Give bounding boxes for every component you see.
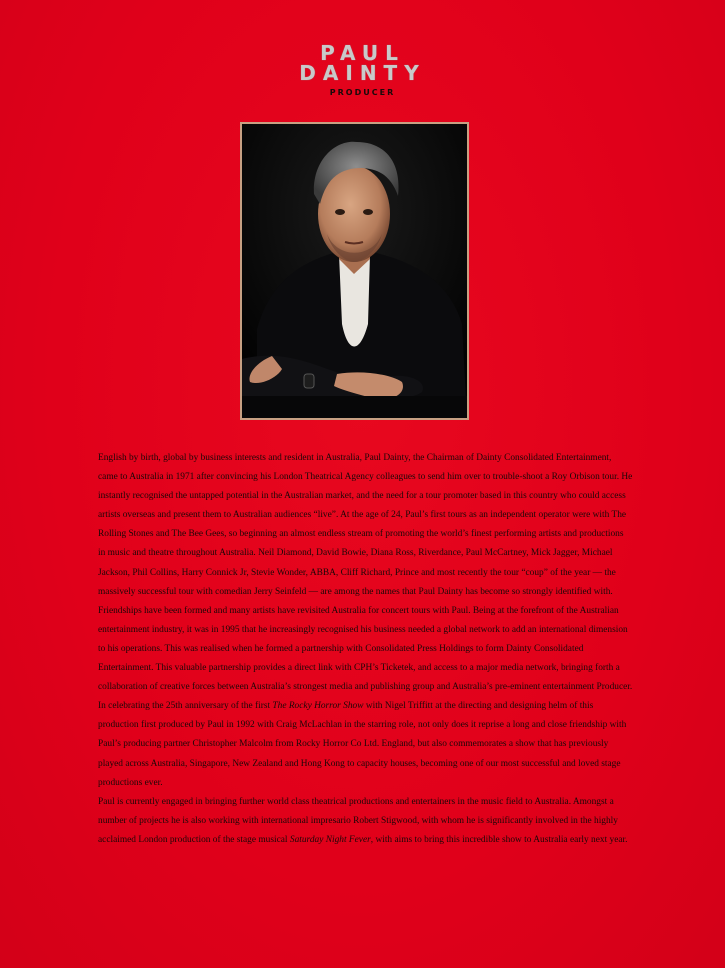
bio-paragraph-4-end: , with aims to bring this incredible show to Australia early next year.	[370, 834, 628, 845]
producer-role: PRODUCER	[329, 88, 396, 97]
producer-first-name: PAUL	[320, 41, 405, 65]
bio-paragraph-4	[98, 793, 633, 850]
bio-paragraph-3-end: with Nigel Triffitt at the directing and designing helm of this production first produced by Paul in 1992 with Craig McLachlan in the starring role, not only does it reprise a long and close friendship with Paul’s producing partner Christopher Malcolm from Rocky Horror Co Ltd. England, but also commemorates a show that has previously played across Australia, Singapore, New Zealand and Hong Kong to capacity houses, becoming one of our most successful and loved stage productions ever.	[98, 701, 627, 788]
bio-paragraph-4-start: Paul is currently engaged in bringing further world class theatrical productions and entertainers in the music field to Australia. Amongst a number of projects he is also working with international impresario Robert Stigwood, with whom he is significantly involved in the highly acclaimed London production of the stage musical	[98, 796, 618, 845]
bio-paragraph-2: Friendships have been formed and many artists have revisited Australia for concert tours with Paul. Being at the forefront of the Australian entertainment industry, it was in 1995 that he increasingly recognised his business needed a global network to add an international dimension to his operations. This was realised when he formed a partnership with Consolidated Press Holdings to form Dainty Consolidated Entertainment. This valuable partnership provides a direct link with CPH’s Ticketek, and access to a major media network, bringing forth a collaboration of creative forces between Australia’s strongest media and publishing group and Australia’s pre-eminent entertainment Producer.	[98, 605, 633, 693]
bio-paragraph-3	[98, 697, 633, 792]
portrait-photo-icon	[242, 124, 467, 418]
saturday-night-fever-title: Saturday Night Fever	[289, 834, 371, 845]
bio-paragraph-1: English by birth, global by business interests and resident in Australia, Paul Dainty, the Chairman of Dainty Consolidated Entertainment, came to Australia in 1971 after convincing his London Theatrical Agency colleagues to send him over to trouble-shoot a Roy Orbison tour. He instantly recognised the untapped potential in the Australian market, and the need for a tour promoter based in this country who could access artists overseas and present them to Australian audiences “live”. At the age of 24, Paul’s first tours as an independent operator were with The Rolling Stones and The Bee Gees, so beginning an almost endless stream of promoting the world’s finest performing artists and productions in music and theatre throughout Australia. Neil Diamond, David Bowie, Diana Ross, Riverdance, Paul McCartney, Mick Jagger, Michael Jackson, Phil Collins, Harry Connick Jr, Stevie Wonder, ABBA, Cliff Richard, Prince and most recently the tour “coup” of the year — the massively successful tour with comedian Jerry Seinfeld — are among the names that Paul Dainty has become so strongly identified with.	[98, 453, 633, 597]
portrait-photo	[240, 122, 469, 420]
biography-text	[98, 449, 633, 850]
producer-last-name: DAINTY	[299, 61, 426, 85]
rocky-horror-title: The Rocky Horror Show	[272, 701, 364, 712]
bio-paragraph-3-start: In celebrating the 25th anniversary of the first	[98, 701, 273, 712]
